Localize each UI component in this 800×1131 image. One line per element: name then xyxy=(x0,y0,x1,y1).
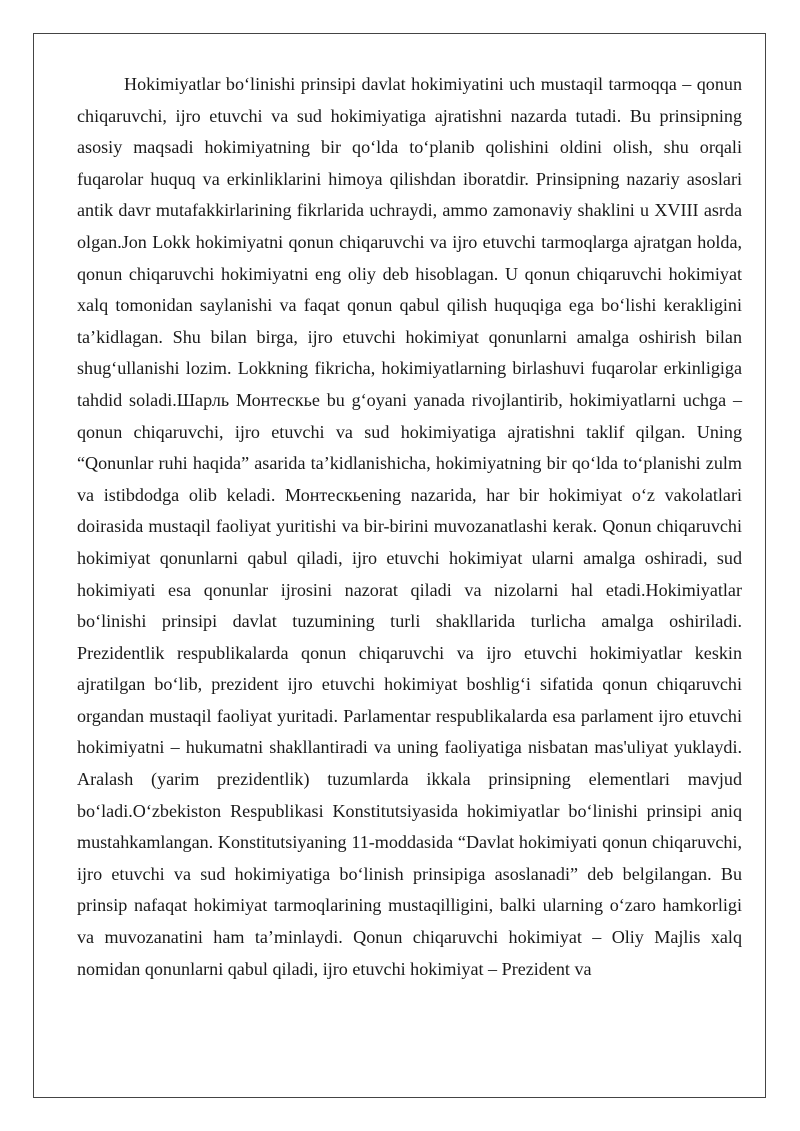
body-paragraph: Hokimiyatlar bo‘linishi prinsipi davlat hokimiyatini uch mustaqil tarmoqqa – qonun chiqaruvchi, ijro etuvchi va sud hokimiyatiga ajratishni nazarda tutadi. Bu prinsipning asosiy maqsadi hokimiyatning bir qo‘lda to‘planib qolishini oldini olish, shu orqali fuqarolar huquq va erkinliklarini himoya qilishdan iboratdir. Prinsipning nazariy asoslari antik davr mutafakkirlarining fikrlarida uchraydi, ammo zamonaviy shaklini u XVIII asrda olgan.Jon Lokk hokimiyatni qonun chiqaruvchi va ijro etuvchi tarmoqlarga ajratgan holda, qonun chiqaruvchi hokimiyatni eng oliy deb hisoblagan. U qonun chiqaruvchi hokimiyat xalq tomonidan saylanishi va faqat qonun qabul qilish huquqiga ega bo‘lishi kerakligini ta’kidlagan. Shu bilan birga, ijro etuvchi hokimiyat qonunlarni amalga oshirish bilan shug‘ullanishi lozim. Lokkning fikricha, hokimiyatlarning birlashuvi fuqarolar erkinligiga tahdid soladi.Шарль Монтескье bu g‘oyani yanada rivojlantirib, hokimiyatlarni uchga – qonun chiqaruvchi, ijro etuvchi va sud hokimiyatiga ajratishni taklif qilgan. Uning “Qonunlar ruhi haqida” asarida ta’kidlanishicha, hokimiyatning bir qo‘lda to‘planishi zulm va istibdodga olib keladi. Монтескьening nazarida, har bir hokimiyat o‘z vakolatlari doirasida mustaqil faoliyat yuritishi va bir-birini muvozanatlashi kerak. Qonun chiqaruvchi hokimiyat qonunlarni qabul qiladi, ijro etuvchi hokimiyat ularni amalga oshiradi, sud hokimiyati esa qonunlar ijrosini nazorat qiladi va nizolarni hal etadi.Hokimiyatlar bo‘linishi prinsipi davlat tuzumining turli shakllarida turlicha amalga oshiriladi. Prezidentlik respublikalarda qonun chiqaruvchi va ijro etuvchi hokimiyatlar keskin ajratilgan bo‘lib, prezident ijro etuvchi hokimiyat boshlig‘i sifatida qonun chiqaruvchi organdan mustaqil faoliyat yuritadi. Parlamentar respublikalarda esa parlament ijro etuvchi hokimiyatni – hukumatni shakllantiradi va uning faoliyatiga nisbatan mas'uliyat yuklaydi. Aralash (yarim prezidentlik) tuzumlarda ikkala prinsipning elementlari mavjud bo‘ladi.O‘zbekiston Respublikasi Konstitutsiyasida hokimiyatlar bo‘linishi prinsipi aniq mustahkamlangan. Konstitutsiyaning 11-moddasida “Davlat hokimiyati qonun chiqaruvchi, ijro etuvchi va sud hokimiyatiga bo‘linish prinsipiga asoslanadi” deb belgilangan. Bu prinsip nafaqat hokimiyat tarmoqlarining mustaqilligini, balki ularning o‘zaro hamkorligi va muvozanatini ham ta’minlaydi. Qonun chiqaruvchi hokimiyat – Oliy Majlis xalq nomidan qonunlarni qabul qiladi, ijro etuvchi hokimiyat – Prezident va xyxy=(77,74,742,979)
